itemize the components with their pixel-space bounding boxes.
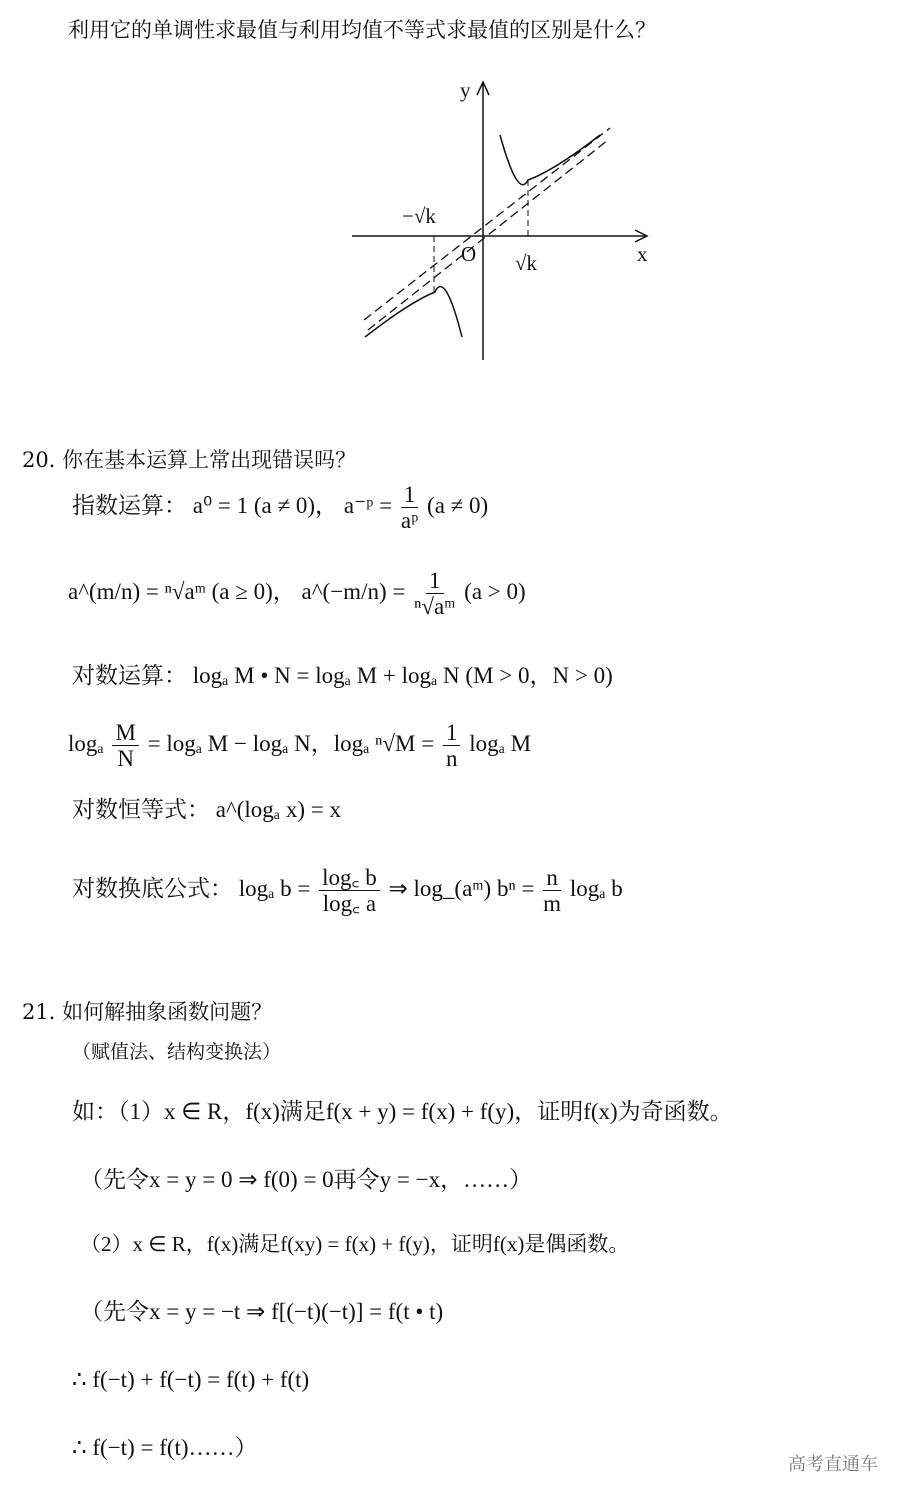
log-rules-line — [72, 664, 613, 687]
condition: (a ≠ 0) — [427, 493, 489, 519]
condition: (a > 0) — [464, 579, 526, 605]
log-quotient-line — [68, 720, 531, 772]
step-2: ∴ f(−t) = f(t)……） — [72, 1435, 258, 1460]
y-label: y — [460, 78, 471, 102]
denominator: n — [445, 746, 458, 772]
formula: logₐ M — [469, 731, 532, 757]
log-identity-line — [72, 798, 341, 821]
formula: a^(logₐ x) = x — [215, 797, 341, 822]
asymptote-upper — [368, 140, 608, 330]
denominator: N — [117, 746, 134, 772]
denominator: ⁿ√aᵐ — [414, 594, 456, 620]
label: 对数运算： — [72, 663, 187, 688]
q21-title: 21. 如何解抽象函数问题？ — [22, 1000, 273, 1024]
formula: logₐ b = — [238, 876, 311, 902]
denominator: m — [543, 891, 562, 917]
example-2-hint: （先令x = y = −t ⇒ f[(−t)(−t)] = f(t • t) — [80, 1299, 444, 1324]
q21-hint: （赋值法、结构变换法） — [72, 1041, 282, 1063]
denominator: log꜀ a — [322, 891, 377, 917]
x-label: x — [637, 242, 648, 266]
formula: logₐ M • N = logₐ M + logₐ N (M > 0，N > 0) — [192, 663, 613, 688]
origin-label: O — [461, 242, 477, 266]
curve-right-branch — [500, 135, 600, 185]
numerator: M — [112, 720, 138, 746]
q20-title: 20. 你在基本运算上常出现错误吗？ — [22, 448, 357, 472]
pos-root-label: √k — [515, 251, 538, 275]
example-2: （2）x ∈ R，f(x)满足f(xy) = f(x) + f(y)，证明f(x)是偶函数。 — [80, 1232, 630, 1256]
formula: ⇒ log_(aᵐ) bⁿ = — [388, 876, 535, 902]
label: 指数运算： — [72, 493, 187, 519]
watermark: 高考直通车 — [788, 1454, 878, 1475]
asymptote-lower — [364, 128, 610, 320]
numerator: 1 — [443, 720, 461, 746]
neg-root-label: −√k — [402, 204, 436, 228]
formula: a⁰ = 1 (a ≠ 0)， — [192, 493, 339, 519]
numerator: n — [543, 865, 561, 891]
change-of-base-line — [72, 865, 623, 917]
formula: a⁻ᵖ = — [343, 493, 393, 519]
formula: a^(−m/n) = — [301, 579, 406, 605]
numerator: log꜀ b — [319, 865, 380, 891]
label: 对数恒等式： — [72, 797, 210, 822]
example-1: 如：（1）x ∈ R，f(x)满足f(x + y) = f(x) + f(y)，证明f(x)为奇函数。 — [72, 1099, 733, 1124]
root-rules-line — [68, 568, 526, 620]
formula: = logₐ M − logₐ N，logₐ ⁿ√M = — [147, 731, 435, 757]
hyperbola-graph — [340, 75, 670, 370]
formula: a^(m/n) = ⁿ√aᵐ (a ≥ 0)， — [68, 579, 296, 605]
intro-question: 利用它的单调性求最值与利用均值不等式求最值的区别是什么？ — [68, 18, 656, 42]
example-1-hint: （先令x = y = 0 ⇒ f(0) = 0再令y = −x，……） — [80, 1167, 533, 1192]
numerator: 1 — [426, 568, 444, 594]
label: 对数换底公式： — [72, 876, 233, 902]
formula: logₐ — [68, 731, 104, 757]
denominator: aᵖ — [400, 508, 419, 534]
numerator: 1 — [401, 482, 419, 508]
step-1: ∴ f(−t) + f(−t) = f(t) + f(t) — [72, 1367, 310, 1392]
formula: logₐ b — [569, 876, 623, 902]
exp-rules-line — [72, 482, 488, 534]
